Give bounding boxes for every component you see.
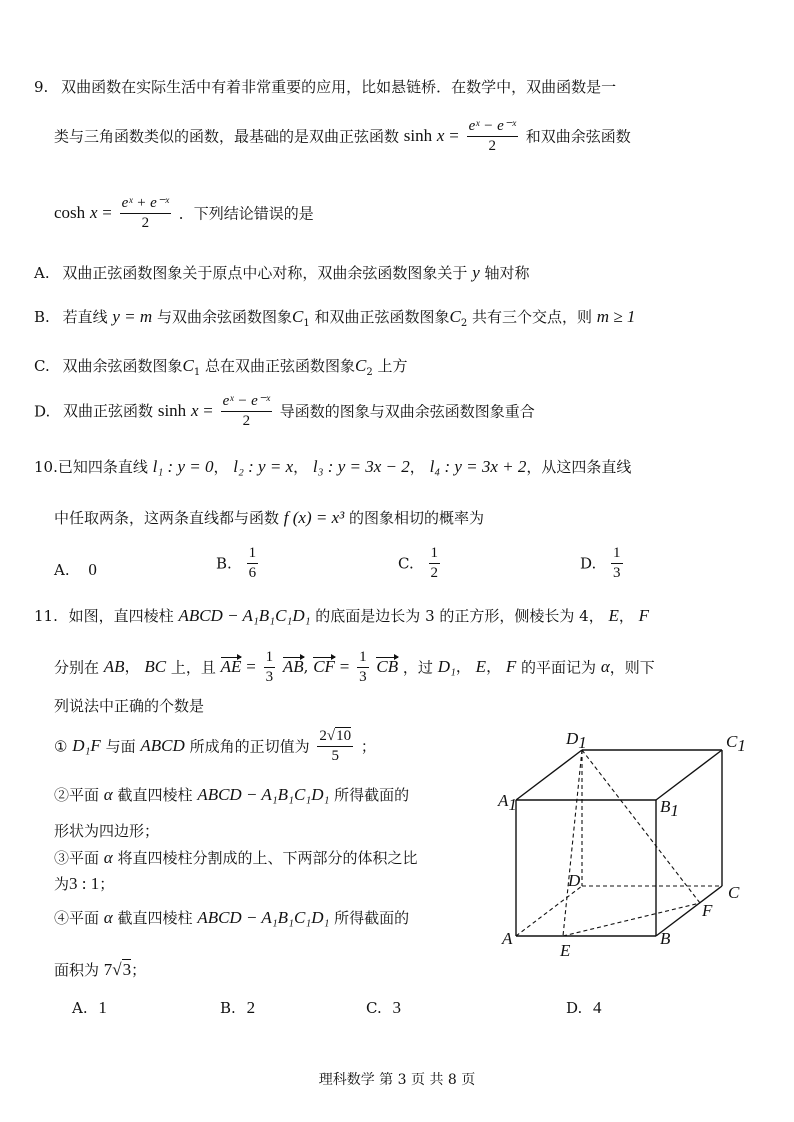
q9-line2-text: 类与三角函数类似的函数，最基础的是双曲正弦函数 (54, 127, 400, 146)
numerator: 1 (611, 544, 623, 564)
option-fraction (429, 544, 441, 583)
option-text: 双曲正弦函数 (63, 402, 154, 421)
sinh-numerator: eˣ − e⁻ˣ (221, 392, 272, 412)
vertex-label-d1: D1 (566, 729, 587, 752)
option-fraction (611, 544, 623, 583)
q9-line1 (34, 78, 616, 96)
vertex-label-a: A (502, 929, 513, 948)
option-text: 总在双曲正弦函数图象 (205, 357, 356, 375)
option-label: A. (72, 999, 88, 1017)
var-c: C (182, 356, 194, 375)
q11-statement-4 (54, 908, 409, 928)
numerator: 1 (247, 544, 259, 564)
q11-option-d (566, 998, 602, 1018)
q10-option-b (216, 544, 261, 583)
plane-abcd: ABCD (140, 736, 185, 756)
line-l4: l₄ : y = 3x + 2 (429, 457, 527, 476)
q10-number: 10. (34, 458, 58, 476)
statement-text: 与面 (105, 737, 136, 756)
radicand: 3 (122, 960, 132, 979)
vertex-label-c: C (728, 883, 740, 902)
q11-option-b (220, 998, 255, 1018)
q11-text: 列说法中正确的个数是 (54, 697, 205, 715)
numerator: 2√10 (317, 727, 353, 747)
numerator: 1 (357, 648, 369, 668)
statement-text: 所成角的正切值为 (189, 737, 310, 756)
segment-d1-e (563, 750, 582, 936)
q11-text: 的平面记为 (521, 658, 597, 677)
plane-alpha: α (103, 908, 113, 927)
q11-text: 分别在 (54, 658, 100, 677)
var-c: C (355, 356, 367, 375)
q10-text: 已知四条直线 (57, 458, 148, 476)
q10-option-d (580, 544, 626, 583)
tangent-value-fraction (317, 727, 353, 766)
statement-text: 截直四棱柱 (117, 909, 193, 927)
option-value: 4 (593, 998, 602, 1017)
option-text: 上方 (377, 357, 408, 375)
comma: ， (293, 458, 309, 476)
prism-name: ABCD − A₁B₁C₁D₁ (197, 908, 330, 927)
line-l3: l₃ : y = 3x − 2 (312, 457, 410, 476)
line-l1: l₁ : y = 0 (152, 457, 214, 476)
vector-ae: AE (220, 657, 242, 677)
function-fx: f (x) = x³ (283, 508, 345, 527)
radicand: 10 (336, 728, 352, 744)
coefficient: 7 (103, 960, 113, 979)
sinh-numerator: eˣ − e⁻ˣ (467, 117, 518, 137)
q9-option-c (34, 356, 408, 379)
option-text: 双曲余弦函数图象 (62, 357, 183, 375)
q10-line1 (34, 457, 631, 477)
option-label: D. (580, 554, 597, 573)
numerator: 1 (264, 648, 276, 668)
vector-cb: CB (376, 657, 399, 677)
segment-d1-f (582, 750, 700, 903)
prism-figure (496, 722, 766, 962)
plane-alpha: α (103, 785, 113, 804)
numerator: 1 (429, 544, 441, 564)
option-label: B. (34, 308, 50, 326)
option-label: D. (34, 402, 51, 421)
q11-number: 11. (34, 607, 58, 625)
option-text: 双曲正弦函数图象关于原点中心对称，双曲余弦函数图象关于 (62, 264, 468, 282)
option-fraction (247, 544, 259, 583)
option-text: 若直线 (62, 308, 108, 326)
option-label: C. (366, 999, 382, 1017)
sinh-denominator: 2 (242, 412, 251, 429)
prism-name: ABCD − A₁B₁C₁D₁ (178, 606, 311, 625)
q9-text: 双曲函数在实际生活中有着非常重要的应用，比如悬链桥．在数学中，双曲函数是一 (61, 78, 617, 96)
point-f: F (638, 606, 650, 625)
edge-b1-c1 (656, 750, 722, 800)
coefficient: 2 (319, 728, 327, 744)
q11-option-a (72, 998, 107, 1018)
fraction-one-third (264, 648, 276, 687)
segment-d1f: D₁F (72, 736, 101, 756)
var-c: C (449, 307, 461, 326)
equation: y = m (112, 307, 153, 326)
vertex-label-d: D (568, 871, 581, 890)
q11-text: 如图，直四棱柱 (68, 607, 174, 625)
comma: ， (526, 458, 542, 476)
segment-e-f (563, 903, 700, 936)
q11-option-c (366, 998, 401, 1018)
q10-option-a (54, 560, 97, 580)
vertex-label-f: F (702, 901, 713, 920)
option-label: C. (398, 554, 414, 573)
cosh-numerator: eˣ + e⁻ˣ (120, 194, 171, 214)
q10-line2 (54, 508, 484, 528)
plane-alpha: α (103, 848, 113, 867)
q9-option-d (34, 392, 535, 431)
q10-text: 的图象相切的概率为 (349, 509, 485, 527)
equals: = (246, 657, 256, 677)
equals: = (449, 126, 459, 146)
statement-text: ； (360, 737, 376, 756)
var-x: x (89, 203, 98, 223)
option-value: 3 (392, 998, 401, 1017)
area-value: 7√3 (103, 960, 132, 979)
q9-number: 9. (34, 78, 49, 96)
denominator: 3 (265, 668, 274, 685)
vector-ab: AB (282, 657, 304, 677)
option-label: C. (34, 357, 50, 375)
cosh-fraction (120, 194, 171, 233)
point-d1: D₁ (437, 657, 456, 677)
denominator: 2 (430, 564, 438, 581)
q11-line1: 11. 如图，直四棱柱 ABCD − A₁B₁C₁D₁ 的底面是边长为 3 的正方形，侧棱长为 4， E， F (34, 606, 650, 625)
q9-line2 (54, 117, 631, 156)
option-label: D. (566, 999, 583, 1017)
option-value: 0 (88, 560, 97, 579)
option-value: 2 (246, 998, 256, 1017)
page-footer: 理科数学 第 3 页 共 8 页 (318, 1072, 476, 1088)
q11-text: ，过 (402, 658, 433, 677)
option-label: B. (216, 554, 232, 573)
statement-text: 截直四棱柱 (117, 786, 193, 804)
subscript: 2 (366, 367, 373, 378)
var-c: C (291, 307, 304, 326)
option-text: 与双曲余弦函数图象 (156, 308, 292, 326)
statement-text: 将直四棱柱分割成的上、下两部分的体积之比 (117, 849, 418, 867)
q11-text: ，则下 (609, 658, 655, 677)
q9-line3 (54, 194, 314, 233)
denominator: 3 (613, 564, 621, 581)
vector-cf: CF (313, 657, 335, 677)
segment-bc: BC (144, 657, 167, 677)
equals: = (339, 657, 350, 677)
q10-text: 中任取两条，这两条直线都与函数 (54, 509, 280, 527)
option-text: 导函数的图象与双曲余弦函数图象重合 (279, 402, 535, 421)
sinh-label: sinh (157, 401, 187, 421)
q10-option-c (398, 544, 443, 583)
line-l2: l₂ : y = x (233, 457, 294, 476)
q11-statement-1 (54, 727, 376, 766)
q10-text: 从这四条直线 (541, 458, 632, 476)
denominator: 5 (331, 747, 339, 764)
cosh-label: cosh (54, 203, 86, 223)
comma: ， (213, 458, 229, 476)
vertex-label-a1: A1 (498, 791, 517, 814)
option-value: 1 (98, 998, 107, 1017)
option-label: A. (34, 264, 50, 282)
point-f: F (505, 657, 517, 677)
denominator: 3 (359, 668, 367, 685)
segment-ab: AB (103, 657, 125, 677)
equals: = (203, 401, 213, 421)
q11-statement-2-cont (54, 822, 159, 840)
statement-text: ； (131, 961, 147, 979)
statement-text: 为 (54, 875, 70, 893)
q11-text: 的底面是边长为 3 的正方形，侧棱长为 4， (315, 607, 604, 625)
sinh-fraction (467, 117, 518, 156)
q9-option-b (34, 307, 635, 330)
sinh-denominator: 2 (488, 137, 497, 154)
vertex-label-c1: C1 (726, 732, 746, 755)
option-text: 共有三个交点，则 (471, 308, 592, 326)
var-x: x (190, 401, 199, 421)
statement-text: 所得截面的 (334, 786, 410, 804)
q9-line3-end: ．下列结论错误的是 (178, 204, 314, 223)
point-e: E (608, 606, 619, 625)
var-y: y (472, 263, 480, 282)
subscript: 1 (193, 367, 201, 378)
q11-statement-3 (54, 848, 418, 868)
option-label: A. (54, 561, 70, 579)
inequality: m ≥ 1 (596, 307, 636, 326)
statement-text: 形状为四边形； (54, 822, 160, 840)
option-text: 轴对称 (484, 264, 530, 282)
edge-a-d (516, 886, 582, 936)
volume-ratio: 3 : 1 (69, 874, 100, 893)
denominator: 6 (248, 564, 257, 581)
option-text: 和双曲正弦函数图象 (314, 308, 450, 326)
statement-text: ； (99, 875, 115, 893)
vertex-label-e: E (560, 941, 571, 960)
cosh-denominator: 2 (141, 214, 150, 231)
q11-line3 (54, 697, 204, 715)
equals: = (102, 203, 112, 223)
circled-one: ① (54, 737, 68, 756)
statement-text: ③平面 (54, 849, 100, 867)
point-e: E (475, 657, 487, 677)
q11-statement-4-cont (54, 960, 146, 980)
sinh-label: sinh (403, 126, 433, 146)
edge-a1-d1 (516, 750, 582, 800)
sinh-fraction (221, 392, 272, 431)
statement-text: ②平面 (54, 786, 100, 804)
option-label: B. (220, 999, 236, 1017)
q11-line2: 分别在 AB， BC 上，且 AE = $\frac{1}{3}$ AB, CF = $\frac{1}{3}$ CB ，过 D₁， E， F 的平面记为 α，则下 (54, 649, 655, 685)
prism-name: ABCD − A₁B₁C₁D₁ (197, 785, 330, 804)
statement-text: ④平面 (54, 909, 100, 927)
vertex-label-b1: B1 (660, 797, 679, 820)
q9-line2-end: 和双曲余弦函数 (525, 127, 631, 146)
q11-statement-2 (54, 785, 409, 805)
plane-alpha: α (600, 657, 610, 677)
statement-text: 面积为 (54, 961, 100, 979)
vertex-label-b: B (660, 929, 671, 948)
q11-text: 上，且 (170, 658, 216, 677)
subscript: 2 (460, 318, 468, 329)
var-x: x (436, 126, 445, 146)
fraction-one-third (357, 648, 369, 687)
q11-statement-3-cont (54, 874, 114, 894)
q9-option-a (34, 263, 530, 283)
statement-text: 所得截面的 (334, 909, 410, 927)
subscript: 1 (303, 318, 310, 329)
comma: ， (409, 458, 425, 476)
